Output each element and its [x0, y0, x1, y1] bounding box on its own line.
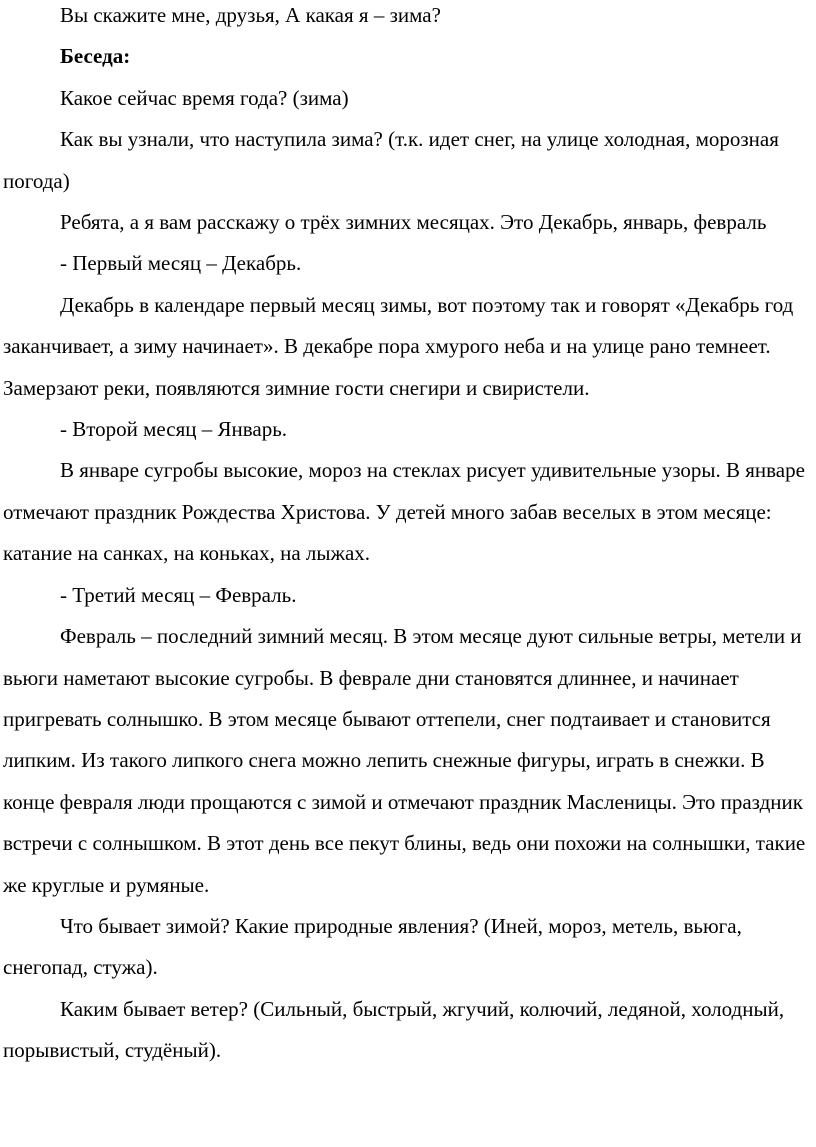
poem-line: Вы скажите мне, друзья, А какая я – зима?	[60, 3, 441, 27]
january-paragraph: В январе сугробы высокие, мороз на стеклах рисует удивительные узоры. В январе отмечают праздник Рождества Христова. У детей много забав веселых в этом месяце: катание на санках, на коньках, на лыжах.	[3, 458, 805, 566]
second-month-heading: - Второй месяц – Январь.	[60, 417, 288, 442]
intro-winter-months: Ребята, а я вам расскажу о трёх зимних месяцах. Это Декабрь, январь, февраль	[60, 210, 767, 235]
third-month-heading: - Третий месяц – Февраль.	[60, 582, 297, 607]
question-how-know: Как вы узнали, что наступила зима? (т.к. идет снег, на улице холодная, морозная погода)	[3, 127, 779, 193]
question-season: Какое сейчас время года? (зима)	[60, 85, 349, 110]
section-heading: Беседа:	[60, 44, 131, 69]
question-wind: Каким бывает ветер? (Сильный, быстрый, жгучий, колючий, ледяной, холодный, порывистый, студёный).	[3, 996, 785, 1063]
first-month-heading: - Первый месяц – Декабрь.	[60, 251, 302, 276]
december-paragraph: Декабрь в календаре первый месяц зимы, вот поэтому так и говорят «Декабрь год заканчивает, а зиму начинает». В декабре пора хмурого неба и на улице рано темнеет. Замерзают реки, появляются зимние гости снегири и свиристели.	[3, 292, 794, 400]
document-page	[3, 0, 813, 1072]
february-paragraph: Февраль – последний зимний месяц. В этом месяце дуют сильные ветры, метели и вьюги наметают высокие сугробы. В феврале дни становятся длиннее, и начинает пригревать солнышко. В этом месяце бывают оттепели, снег подтаивает и становится липким. Из такого липкого снега можно лепить снежные фигуры, играть в снежки. В конце февраля люди прощаются с зимой и отмечают праздник Масленицы. Это праздник встречи с солнышком. В этот день все пекут блины, ведь они похожи на солнышки, такие же круглые и румяные.	[3, 624, 806, 897]
question-phenomena: Что бывает зимой? Какие природные явления? (Иней, мороз, метель, вьюга, снегопад, стужа).	[3, 913, 742, 980]
